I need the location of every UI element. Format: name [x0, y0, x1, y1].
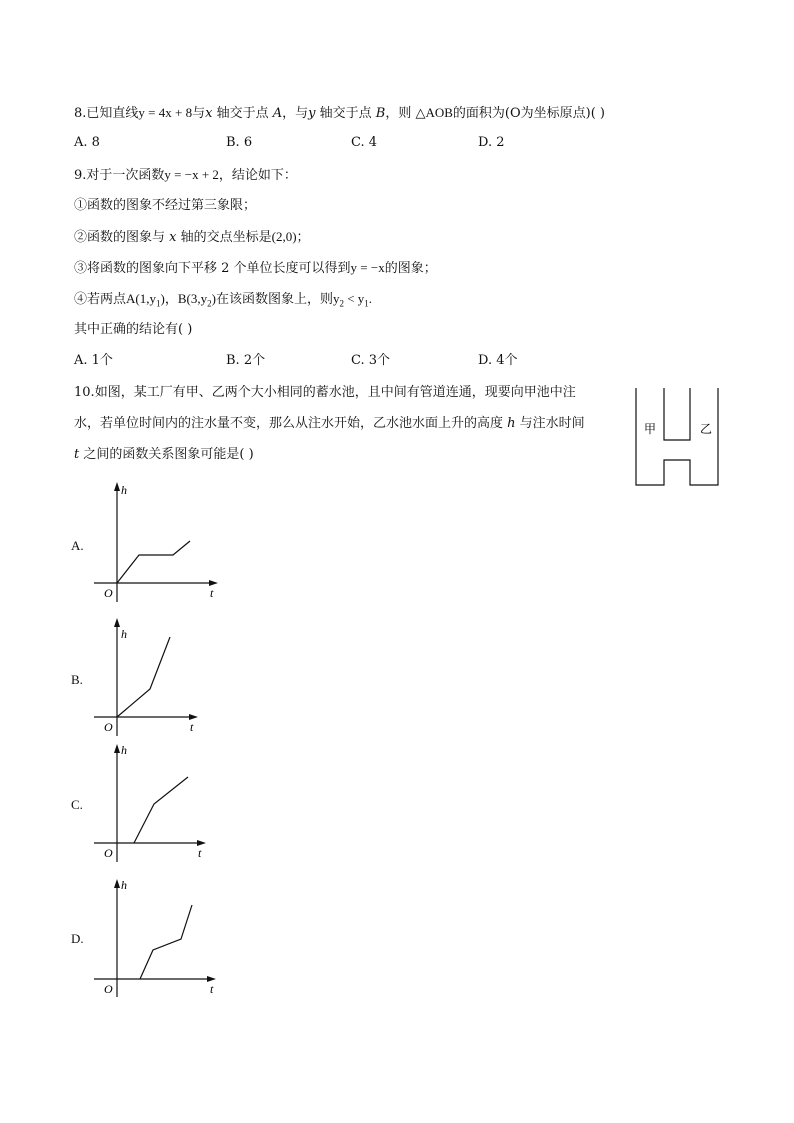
inequality	[332, 291, 373, 309]
text: 与	[192, 106, 206, 121]
graph-b[interactable]	[90, 614, 230, 739]
text: ④若两点	[74, 292, 127, 307]
equation: y = −x	[350, 260, 385, 275]
text: ；	[296, 230, 310, 245]
text: 的面积为(O为坐标原点)( )	[452, 106, 605, 121]
y-axis-arrow	[114, 618, 120, 627]
text: < y	[343, 291, 365, 306]
graph-a[interactable]	[90, 480, 230, 605]
text: )	[160, 291, 165, 306]
graph-c[interactable]	[90, 740, 230, 865]
point-b-coord	[177, 291, 216, 309]
q9-option-d[interactable]: D. 4个	[478, 353, 518, 368]
graph-a-label[interactable]: A.	[71, 538, 84, 553]
text: A(1,y	[126, 291, 156, 306]
tank-diagram	[634, 388, 724, 488]
text: 的图象；	[384, 261, 437, 276]
y-axis-label: h	[121, 878, 127, 892]
equation: y = −x + 2	[164, 167, 219, 182]
text: ，则	[385, 106, 416, 121]
q10-line-2	[74, 415, 585, 433]
subscript: 2	[207, 298, 212, 309]
question-number: 9.	[74, 168, 87, 183]
text: ②函数的图象与	[74, 230, 170, 245]
q10-line-3	[74, 446, 254, 464]
text: ，结论如下：	[218, 168, 297, 183]
var-y: y	[308, 106, 316, 121]
tank-left-label: 甲	[644, 422, 657, 436]
y-axis-arrow	[114, 744, 120, 753]
subscript: 1	[155, 298, 161, 309]
q8-option-d[interactable]: D. 2	[478, 135, 505, 150]
graph-curve	[117, 541, 190, 583]
q8-option-c[interactable]: C. 4	[351, 135, 378, 150]
text: ，与	[282, 106, 309, 121]
q9-question: 其中正确的结论有( )	[74, 322, 193, 337]
text: 对于一次函数	[86, 168, 165, 183]
graph-d-label[interactable]: D.	[71, 931, 84, 946]
text: 之间的函数关系图象可能是( )	[79, 447, 254, 462]
x-axis-label: t	[190, 720, 194, 734]
x-axis-label: t	[210, 586, 214, 600]
equation: y = 4x + 8	[138, 105, 193, 120]
y-axis-label: h	[121, 483, 127, 497]
var-t: t	[74, 447, 80, 462]
q8-option-b[interactable]: B. 6	[226, 135, 253, 150]
text: )	[211, 291, 216, 306]
graph-c-label[interactable]: C.	[71, 797, 83, 812]
text: y	[332, 291, 340, 306]
q9-conclusion-4	[74, 290, 372, 313]
graph-curve	[117, 637, 170, 717]
text: 轴的交点坐标是	[176, 230, 272, 245]
origin-label: O	[104, 720, 113, 734]
text: 在该函数图象上，则	[215, 292, 333, 307]
question-number: 8.	[74, 106, 87, 121]
tank-right-label: 乙	[700, 422, 713, 436]
point-b: B	[375, 106, 386, 121]
triangle-aob: △AOB	[415, 105, 453, 120]
text: B(3,y	[177, 291, 208, 306]
q9-option-c[interactable]: C. 3个	[351, 353, 391, 368]
var-x: x	[205, 106, 213, 121]
y-axis-label: h	[121, 743, 127, 757]
y-axis-arrow	[114, 482, 120, 491]
q9-option-a[interactable]: A. 1个	[74, 353, 113, 368]
text: 与注水时间	[515, 416, 585, 431]
q8-option-a[interactable]: A. 8	[74, 135, 100, 150]
text: 如图，某工厂有甲、乙两个大小相同的蓄水池，且中间有管道连通，现要向甲池中注	[94, 385, 576, 400]
subscript: 2	[339, 298, 344, 309]
tank-divider	[664, 388, 690, 440]
text: 轴交于点	[212, 106, 273, 121]
coordinate: (2,0)	[271, 229, 297, 244]
q9-conclusion-3	[74, 259, 437, 278]
q9-conclusion-2	[74, 228, 310, 247]
point-a: A	[272, 106, 283, 121]
q9-conclusion-1: ①函数的图象不经过第三象限；	[74, 198, 257, 213]
origin-label: O	[104, 586, 113, 600]
var-x: x	[169, 230, 177, 245]
x-axis-label: t	[198, 846, 202, 860]
text: 轴交于点	[315, 106, 376, 121]
question-8-stem	[74, 104, 605, 123]
text: 已知直线	[86, 106, 139, 121]
graph-curve	[140, 905, 192, 979]
var-h: h	[507, 416, 516, 431]
text: ，	[164, 292, 178, 307]
q9-option-b[interactable]: B. 2个	[226, 353, 266, 368]
point-a-coord	[126, 291, 165, 309]
origin-label: O	[104, 982, 113, 996]
question-9-stem	[74, 166, 297, 185]
subscript: 1	[364, 298, 369, 309]
text: .	[368, 291, 373, 306]
text: ③将函数的图象向下平移 2 个单位长度可以得到	[74, 261, 351, 276]
text: 水，若单位时间内的注水量不变，那么从注水开始，乙水池水面上升的高度	[74, 416, 508, 431]
y-axis-label: h	[121, 627, 127, 641]
graph-d[interactable]	[90, 875, 230, 1000]
graph-b-label[interactable]: B.	[71, 672, 83, 687]
question-number: 10.	[74, 385, 95, 400]
origin-label: O	[104, 846, 113, 860]
graph-curve	[134, 777, 188, 843]
x-axis-label: t	[210, 982, 214, 996]
y-axis-arrow	[114, 879, 120, 888]
tank-outline	[636, 388, 718, 485]
q10-line-1	[74, 384, 576, 402]
